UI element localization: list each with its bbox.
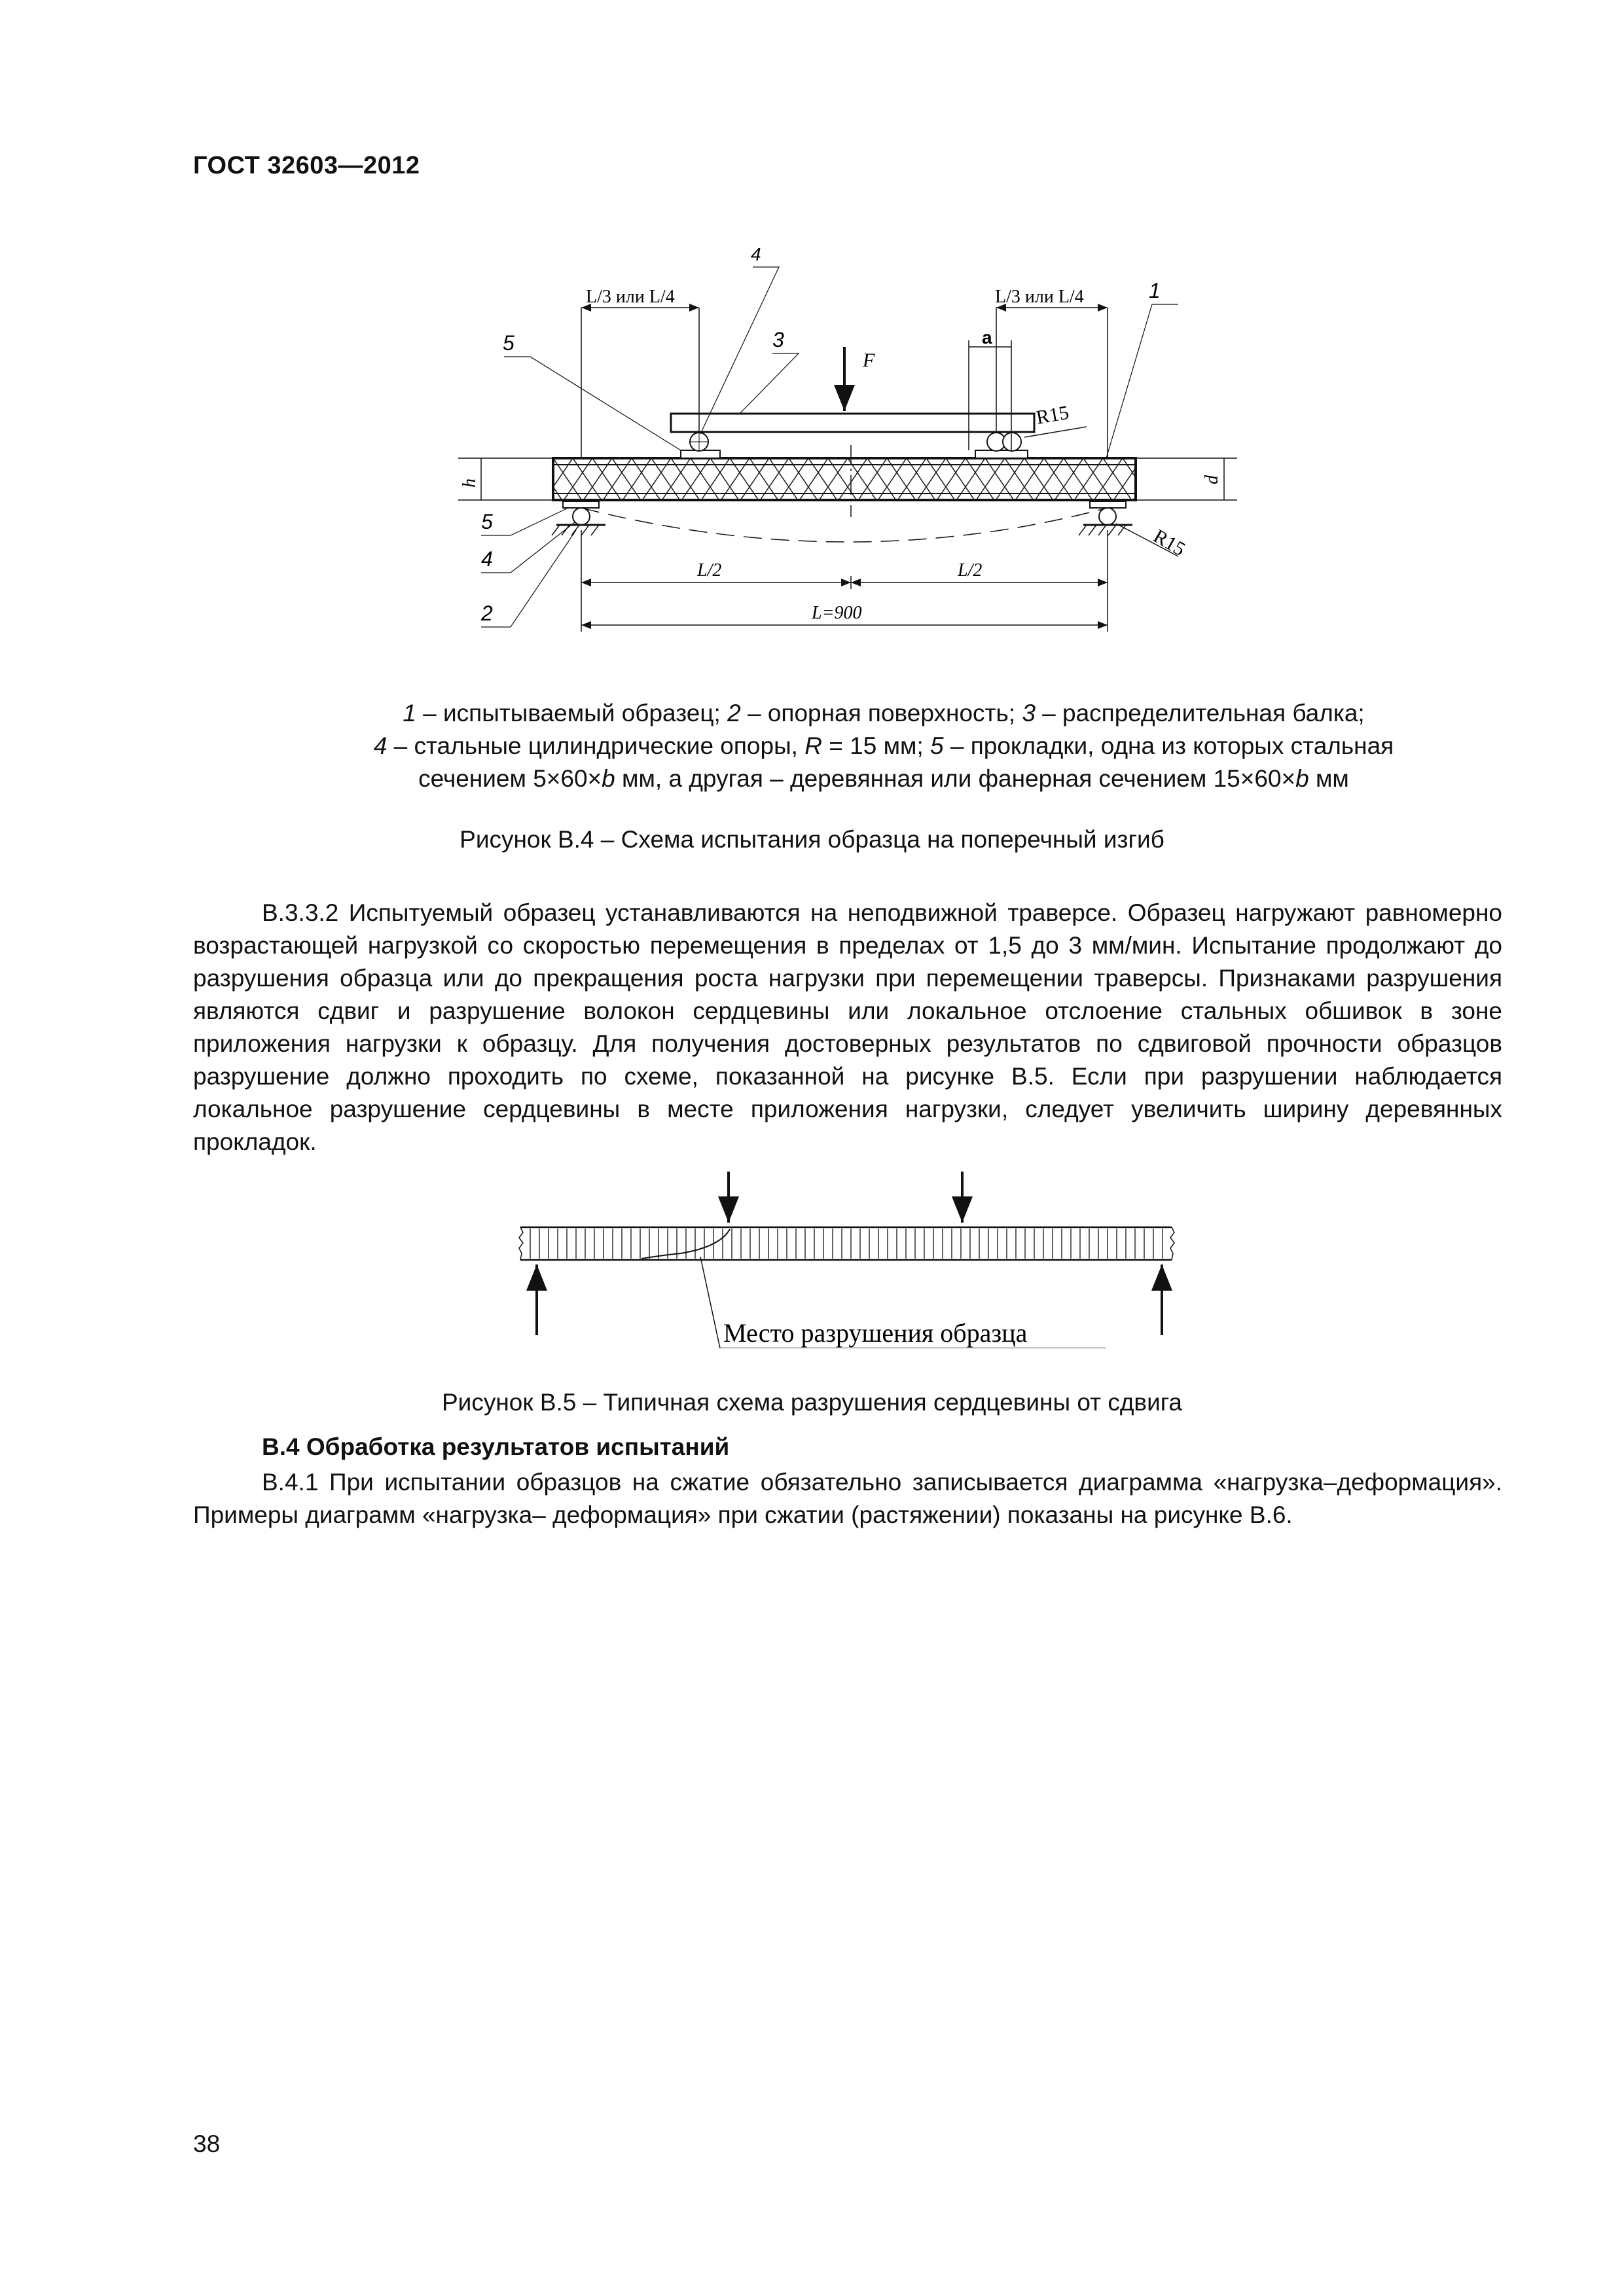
label-F: F: [863, 350, 875, 371]
callout-4-left: 4: [481, 547, 493, 571]
label-R15-top: R15: [1034, 401, 1071, 429]
dim-left-label: L/3 или L/4: [586, 287, 675, 307]
legend-num-5: 5: [930, 732, 944, 759]
legend-text: мм, а другая – деревянная или фанерная сечением 15×60×: [615, 765, 1296, 792]
callout-3: 3: [772, 328, 784, 351]
distribution-beam: [671, 414, 1034, 432]
label-span: L=900: [812, 603, 862, 623]
legend-symbol-b: b: [1295, 765, 1309, 792]
label-half-left: L/2: [697, 560, 722, 581]
legend-symbol-R: R: [804, 732, 822, 759]
legend-num-4: 4: [373, 732, 388, 759]
bottom-roller-right: [1099, 508, 1116, 525]
legend-text: – испытываемый образец;: [416, 700, 728, 726]
figure-b4-caption: Рисунок В.4 – Схема испытания образца на поперечный изгиб: [460, 826, 1164, 853]
figure-b4-legend: [288, 697, 1479, 795]
label-a: a: [982, 327, 992, 348]
label-half-right: L/2: [958, 560, 983, 581]
figure-b5-caption: Рисунок В.5 – Типичная схема разрушения сердцевины от сдвига: [442, 1389, 1182, 1416]
paragraph-b332: [193, 897, 1502, 1158]
label-d: d: [1202, 475, 1222, 484]
callout-5-left: 5: [481, 510, 493, 533]
callout-4-top: 4: [751, 244, 761, 264]
legend-text: – распределительная балка;: [1035, 700, 1365, 726]
legend-num-3: 3: [1022, 700, 1036, 726]
document-header: ГОСТ 32603—2012: [193, 152, 420, 179]
failure-location-label: Место разрушения образца: [723, 1318, 1028, 1348]
legend-text: – стальные цилиндрические опоры,: [387, 732, 805, 759]
legend-text: сечением 5×60×: [418, 765, 602, 792]
section-b4-heading: В.4 Обработка результатов испытаний: [262, 1433, 730, 1460]
legend-num-2: 2: [727, 700, 741, 726]
bottom-roller-left: [573, 508, 590, 525]
callout-5-top: 5: [503, 331, 514, 355]
callout-2: 2: [481, 601, 493, 625]
dim-right-label: L/3 или L/4: [995, 287, 1084, 307]
legend-text: – прокладки, одна из которых стальная: [943, 732, 1394, 759]
legend-text: = 15 мм;: [821, 732, 931, 759]
legend-text: мм: [1308, 765, 1349, 792]
paragraph-b332-text: В.3.3.2 Испытуемый образец устанавливаются на неподвижной траверсе. Образец нагружают равномерно возрастающей нагрузкой со скоростью перемещения в пределах от 1,5 до 3 мм/мин. Испытание продолжают до разрушения образца или до прекращения роста нагрузки при перемещении траверсы. Признаками разрушения являются сдвиг и разрушение волокон сердцевины или локальное отслоение стальных обшивок в зоне приложения нагрузки к образцу. Для получения достоверных результатов по сдвиговой прочности образцов разрушение должно проходить по схеме, показанной на рисунке В.5. Если при разрушении наблюдается локальное разрушение сердцевины в месте приложения нагрузки, следует увеличить ширину деревянных прокладок.: [193, 899, 1502, 1155]
page-number: 38: [193, 2130, 221, 2157]
figure-b5-diagram: [0, 1152, 1624, 1348]
core-fibers: [530, 1229, 1163, 1259]
label-R15-bottom: R15: [1149, 525, 1189, 561]
figure-b4-diagram: [0, 0, 1624, 661]
paragraph-b41-text: В.4.1 При испытании образцов на сжатие обязательно записывается диаграмма «нагрузка–деформация». Примеры диаграмм «нагрузка– деформация» при сжатии (растяжении) показаны на рисунке В.6.: [193, 1469, 1502, 1528]
callout-1: 1: [1149, 279, 1161, 302]
deflection-curve: [581, 508, 1108, 542]
specimen-b5: [519, 1227, 1174, 1260]
label-h: h: [460, 478, 480, 488]
paragraph-b41: [193, 1466, 1502, 1532]
legend-symbol-b: b: [602, 765, 615, 792]
legend-text: – опорная поверхность;: [740, 700, 1022, 726]
legend-num-1: 1: [403, 700, 416, 726]
